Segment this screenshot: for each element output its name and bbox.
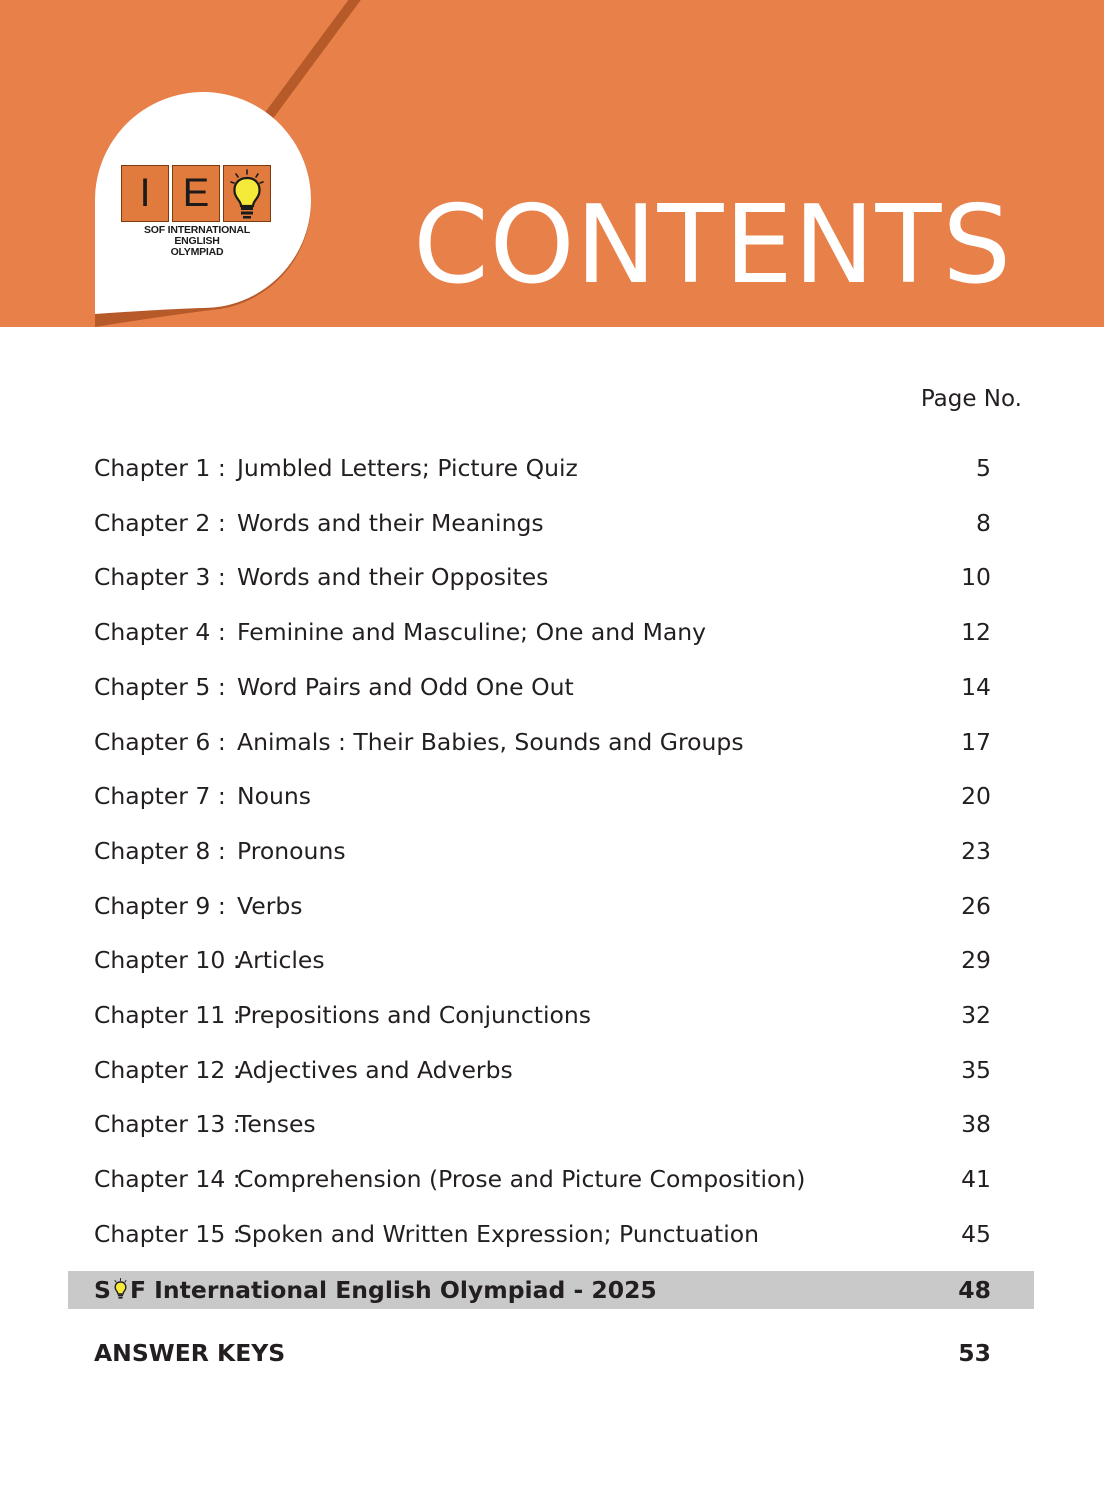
chapter-number: Chapter 3 :: [94, 563, 226, 592]
chapter-page: 23: [961, 836, 991, 865]
chapter-page: 29: [961, 946, 991, 975]
page-title: CONTENTS: [413, 183, 1012, 308]
chapter-page: 41: [961, 1165, 991, 1194]
logo-caption: [121, 225, 273, 258]
chapter-title: Adjectives and Adverbs: [237, 1055, 513, 1084]
chapter-row[interactable]: [94, 1162, 991, 1196]
chapter-number: Chapter 10 :: [94, 946, 241, 975]
chapter-number: Chapter 2 :: [94, 508, 226, 537]
lightbulb-icon: [223, 165, 271, 222]
chapter-row[interactable]: [94, 943, 991, 977]
chapter-title: Feminine and Masculine; One and Many: [237, 618, 707, 647]
chapter-page: 38: [961, 1110, 991, 1139]
chapter-number: Chapter 8 :: [94, 836, 226, 865]
chapter-row[interactable]: [94, 615, 991, 649]
chapter-title: Prepositions and Conjunctions: [237, 1001, 592, 1029]
chapter-number: Chapter 14 :: [94, 1165, 241, 1194]
chapter-page: 10: [961, 563, 991, 592]
chapter-title: Words and their Meanings: [237, 508, 544, 537]
chapter-row[interactable]: [94, 670, 991, 704]
logo-caption-line2: OLYMPIAD: [170, 246, 224, 258]
chapter-page: 5: [976, 454, 991, 482]
olympiad-paper-page: 48: [958, 1276, 991, 1304]
chapter-title: Word Pairs and Odd One Out: [237, 672, 574, 701]
olympiad-paper-row[interactable]: [68, 1271, 1034, 1309]
page-no-column-label: Page No.: [920, 386, 1022, 412]
chapter-number: Chapter 1 :: [94, 454, 226, 482]
chapter-title: Comprehension (Prose and Picture Composition): [237, 1165, 806, 1194]
chapter-row[interactable]: [94, 889, 991, 923]
chapter-page: 35: [961, 1055, 991, 1084]
chapter-page: 32: [961, 1001, 991, 1029]
chapter-title: Verbs: [237, 891, 303, 920]
chapter-row[interactable]: [94, 560, 991, 594]
chapter-title: Animals : Their Babies, Sounds and Groups: [237, 727, 744, 756]
chapter-number: Chapter 12 :: [94, 1055, 241, 1084]
logo-caption-line1: SOF INTERNATIONAL ENGLISH: [143, 224, 251, 247]
chapter-number: Chapter 6 :: [94, 727, 226, 756]
chapter-number: Chapter 9 :: [94, 891, 226, 920]
chapter-page: 45: [961, 1219, 991, 1248]
chapter-row[interactable]: [94, 1053, 991, 1087]
logo-letter-i: I: [121, 165, 169, 222]
chapter-row[interactable]: [94, 1217, 991, 1251]
chapter-number: Chapter 7 :: [94, 782, 226, 811]
chapter-number: Chapter 4 :: [94, 618, 226, 647]
answer-keys-page: 53: [958, 1339, 991, 1367]
chapter-number: Chapter 15 :: [94, 1219, 241, 1248]
chapter-title: Articles: [237, 946, 325, 975]
olympiad-paper-title: S F International English Olympiad - 2025: [94, 1271, 657, 1309]
chapter-row[interactable]: [94, 834, 991, 868]
chapter-page: 14: [961, 672, 991, 701]
chapter-row[interactable]: [94, 998, 991, 1032]
chapter-page: 20: [961, 782, 991, 811]
chapter-row[interactable]: [94, 725, 991, 759]
chapter-row[interactable]: [94, 779, 991, 813]
lightbulb-icon: [112, 1273, 129, 1295]
logo-letter-boxes: [121, 165, 273, 222]
answer-keys-row[interactable]: [94, 1336, 991, 1370]
chapter-row[interactable]: [94, 1107, 991, 1141]
chapter-number: Chapter 13 :: [94, 1110, 241, 1139]
chapter-page: 12: [961, 618, 991, 647]
chapter-row[interactable]: [94, 451, 991, 485]
answer-keys-label: ANSWER KEYS: [94, 1339, 286, 1367]
chapter-title: Nouns: [237, 782, 311, 811]
logo-letter-e: E: [172, 165, 220, 222]
chapter-page: 8: [976, 508, 991, 537]
header-band: [0, 0, 1104, 327]
chapter-number: Chapter 11 :: [94, 1001, 241, 1029]
chapter-title: Words and their Opposites: [237, 563, 549, 592]
chapter-page: 17: [961, 727, 991, 756]
chapter-title: Pronouns: [237, 836, 346, 865]
ieo-logo: [121, 165, 273, 258]
chapter-page: 26: [961, 891, 991, 920]
chapter-row[interactable]: [94, 506, 991, 540]
chapter-number: Chapter 5 :: [94, 672, 226, 701]
chapter-title: Tenses: [237, 1110, 316, 1139]
chapter-title: Spoken and Written Expression; Punctuation: [237, 1219, 760, 1248]
chapter-title: Jumbled Letters; Picture Quiz: [237, 454, 578, 482]
